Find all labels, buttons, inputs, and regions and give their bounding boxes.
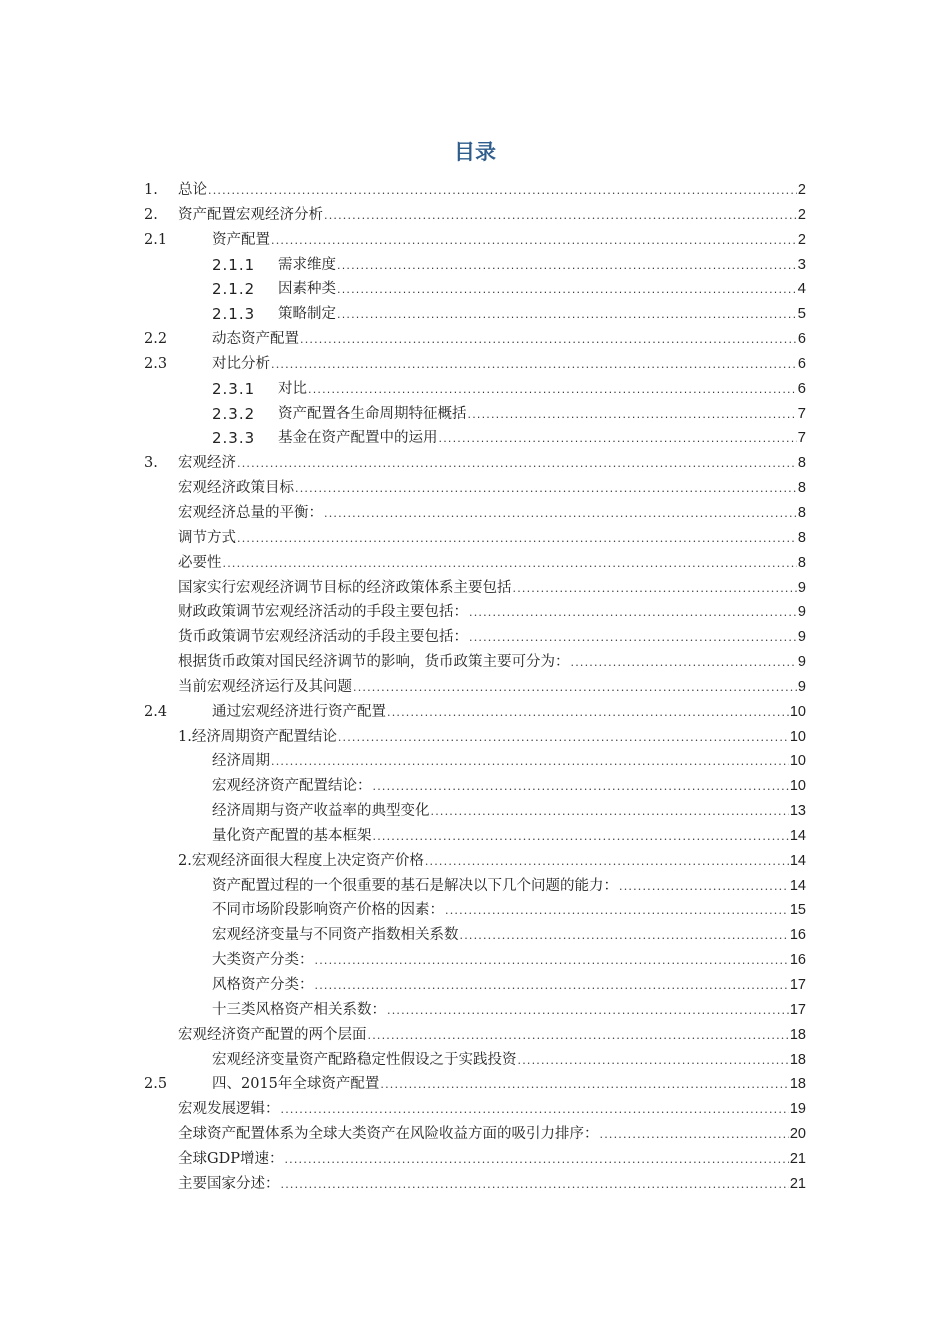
toc-entry-page[interactable]: 17 — [789, 1001, 806, 1018]
toc-entry[interactable] — [144, 501, 806, 526]
dot-leader — [425, 850, 789, 875]
toc-entry-page[interactable]: 14 — [789, 852, 806, 869]
dot-leader — [431, 800, 789, 825]
toc-entry-label[interactable]: 全球GDP增速： — [178, 1150, 284, 1167]
toc-entry-page[interactable]: 18 — [789, 1076, 806, 1093]
toc-entry-label[interactable]: 宏观经济资产配置的两个层面 — [178, 1026, 367, 1043]
toc-entry-label[interactable]: 主要国家分述： — [178, 1175, 280, 1192]
dot-leader — [337, 303, 797, 328]
toc-entry-label[interactable]: 必要性 — [178, 554, 222, 571]
toc-entry[interactable] — [144, 253, 806, 278]
toc-entry-page[interactable]: 20 — [789, 1126, 806, 1143]
dot-leader — [387, 999, 789, 1024]
toc-entry-page[interactable]: 14 — [789, 877, 806, 894]
toc-entry-page[interactable]: 21 — [789, 1150, 806, 1167]
toc-entry-number: 2.3 — [144, 355, 168, 372]
toc-entry-page[interactable]: 10 — [789, 753, 806, 770]
toc-entry-page[interactable]: 10 — [789, 778, 806, 795]
toc-entry-page[interactable]: 8 — [797, 504, 806, 521]
toc-entry[interactable] — [144, 451, 806, 476]
toc-entry[interactable] — [144, 1147, 806, 1172]
toc-entry[interactable] — [144, 600, 806, 625]
toc-entry-page[interactable]: 9 — [797, 604, 806, 621]
toc-entry-number: 3. — [144, 455, 158, 472]
toc-entry-label[interactable]: 资产配置宏观经济分析 — [178, 206, 323, 223]
toc-entry-label[interactable]: 因素种类 — [278, 281, 336, 298]
toc-entry[interactable] — [144, 725, 806, 750]
toc-entry[interactable] — [144, 898, 806, 923]
dot-leader — [300, 328, 797, 353]
dot-leader — [337, 254, 797, 279]
toc-entry[interactable] — [144, 774, 806, 799]
dot-leader — [308, 378, 797, 403]
toc-entry-label[interactable]: 需求维度 — [278, 256, 336, 273]
toc-entry[interactable] — [144, 998, 806, 1023]
toc-entry-label[interactable]: 资产配置各生命周期特征概括 — [278, 405, 467, 422]
dot-leader — [338, 726, 789, 751]
toc-entry-label[interactable]: 资产配置过程的一个很重要的基石是解决以下几个问题的能力： — [212, 877, 618, 894]
toc-entry[interactable] — [144, 327, 806, 352]
toc-entry-number: 2.3.2 — [212, 404, 256, 423]
toc-entry-number: 2.3.1 — [212, 379, 256, 398]
dot-leader — [271, 750, 789, 775]
toc-entry[interactable] — [144, 1072, 806, 1097]
toc-entry-number: 2.1.2 — [212, 280, 256, 299]
dot-leader — [353, 676, 797, 701]
toc-entry-number: 2.3.3 — [212, 429, 256, 448]
dot-leader — [469, 601, 797, 626]
toc-entry-page[interactable]: 17 — [789, 977, 806, 993]
toc-entry-page[interactable]: 16 — [789, 952, 806, 969]
toc-entry-label[interactable]: 2.宏观经济面很大程度上决定资产价格 — [178, 852, 424, 869]
toc-entry-label[interactable]: 宏观经济 — [178, 455, 236, 472]
toc-entry-label[interactable]: 动态资产配置 — [212, 331, 299, 348]
toc-entry-label[interactable]: 1.经济周期资产配置结论 — [178, 728, 337, 745]
toc-entry-label[interactable]: 全球资产配置体系为全球大类资产在风险收益方面的吸引力排序： — [178, 1126, 599, 1143]
toc-entry-label[interactable]: 宏观经济变量资产配路稳定性假设之于实践投资 — [212, 1051, 517, 1068]
toc-entry[interactable] — [144, 178, 806, 203]
dot-leader — [387, 701, 789, 726]
toc-entry-page[interactable]: 7 — [797, 429, 806, 447]
dot-leader — [284, 1148, 788, 1173]
dot-leader — [281, 1173, 789, 1198]
toc-entry[interactable] — [144, 923, 806, 948]
toc-entry[interactable] — [144, 1023, 806, 1048]
toc-entry-label[interactable]: 宏观经济政策目标 — [178, 480, 294, 497]
toc-entry-label[interactable]: 国家实行宏观经济调节目标的经济政策体系主要包括 — [178, 579, 512, 596]
toc-entry[interactable] — [144, 402, 806, 427]
toc-entry-page[interactable]: 14 — [789, 827, 806, 844]
toc-entry-number: 2.1 — [144, 231, 168, 248]
toc-entry[interactable] — [144, 228, 806, 253]
dot-leader — [271, 353, 797, 378]
toc-entry[interactable] — [144, 277, 806, 302]
toc-entry-page[interactable]: 2 — [797, 231, 806, 248]
toc-entry-label[interactable]: 风格资产分类： — [212, 977, 314, 993]
toc-entry-page[interactable]: 19 — [789, 1101, 806, 1118]
dot-leader — [445, 899, 789, 924]
toc-entry-page[interactable]: 18 — [789, 1026, 806, 1043]
toc-entry-page[interactable]: 16 — [789, 927, 806, 944]
toc-entry-page[interactable]: 2 — [797, 182, 806, 198]
toc-entry-page[interactable]: 15 — [789, 902, 806, 919]
toc-entry-label[interactable]: 根据货币政策对国民经济调节的影响，货币政策主要可分为： — [178, 654, 570, 671]
toc-entry-page[interactable]: 10 — [789, 703, 806, 720]
toc-entry-page[interactable]: 8 — [797, 480, 806, 497]
toc-entry[interactable] — [144, 799, 806, 824]
toc-entry-number: 2.4 — [144, 703, 168, 720]
toc-entry-label[interactable]: 量化资产配置的基本框架 — [212, 827, 372, 844]
toc-entry[interactable] — [144, 426, 806, 451]
toc-entry[interactable] — [144, 377, 806, 402]
dot-leader — [315, 974, 789, 999]
toc-entry[interactable] — [144, 874, 806, 899]
toc-entry-label[interactable]: 十三类风格资产相关系数： — [212, 1001, 386, 1018]
toc-entry-page[interactable]: 8 — [797, 529, 806, 546]
dot-leader — [295, 477, 797, 502]
toc-entry-page[interactable]: 9 — [797, 654, 806, 671]
dot-leader — [281, 1098, 789, 1123]
toc-entry-label[interactable]: 货币政策调节宏观经济活动的手段主要包括： — [178, 629, 468, 646]
toc-entry-label[interactable]: 财政政策调节宏观经济活动的手段主要包括： — [178, 604, 468, 621]
toc-entry-label[interactable]: 经济周期 — [212, 753, 270, 770]
toc-entry-page[interactable]: 18 — [789, 1051, 806, 1068]
toc-entry-page[interactable]: 8 — [797, 554, 806, 571]
toc-entry[interactable] — [144, 476, 806, 501]
toc-entry-label[interactable]: 对比 — [278, 380, 307, 397]
dot-leader — [619, 875, 789, 900]
dot-leader — [518, 1049, 789, 1074]
toc-entry-label[interactable]: 四、2015年全球资产配置 — [212, 1076, 380, 1093]
toc-entry[interactable] — [144, 948, 806, 973]
toc-entry-page[interactable]: 6 — [797, 379, 806, 397]
toc-entry-page[interactable]: 2 — [797, 206, 806, 223]
toc-entry[interactable] — [144, 551, 806, 576]
toc-entry-page[interactable]: 10 — [789, 728, 806, 745]
toc-entry-number: 2.2 — [144, 331, 168, 348]
dot-leader — [460, 924, 789, 949]
toc-entry[interactable] — [144, 700, 806, 725]
toc-entry-label[interactable]: 大类资产分类： — [212, 952, 314, 969]
toc-entry-page[interactable]: 9 — [797, 579, 806, 596]
dot-leader — [600, 1123, 789, 1148]
toc-title: 目录 — [454, 140, 496, 164]
toc-entry-page[interactable]: 8 — [797, 455, 806, 472]
toc-entry[interactable] — [144, 1172, 806, 1197]
toc-entry[interactable] — [144, 849, 806, 874]
toc-entry-label[interactable]: 对比分析 — [212, 355, 270, 372]
table-of-contents — [144, 178, 806, 1197]
toc-entry[interactable] — [144, 625, 806, 650]
toc-entry-page[interactable]: 4 — [797, 280, 806, 298]
toc-entry-label[interactable]: 当前宏观经济运行及其问题 — [178, 678, 352, 695]
toc-entry-number: 2.1.1 — [212, 255, 256, 274]
toc-entry-label[interactable]: 宏观经济资产配置结论： — [212, 778, 372, 795]
toc-entry-label[interactable]: 资产配置 — [212, 231, 270, 248]
toc-entry-page[interactable]: 9 — [797, 678, 806, 695]
toc-entry[interactable] — [144, 203, 806, 228]
dot-leader — [513, 577, 797, 602]
toc-entry-page[interactable]: 5 — [797, 305, 806, 323]
toc-entry[interactable] — [144, 1122, 806, 1147]
toc-entry[interactable] — [144, 675, 806, 700]
dot-leader — [208, 179, 797, 204]
toc-entry-label[interactable]: 不同市场阶段影响资产价格的因素： — [212, 902, 444, 919]
dot-leader — [271, 229, 797, 254]
toc-entry[interactable] — [144, 749, 806, 774]
dot-leader — [324, 204, 797, 229]
dot-leader — [223, 552, 797, 577]
toc-entry[interactable] — [144, 526, 806, 551]
dot-leader — [373, 825, 789, 850]
dot-leader — [237, 452, 797, 477]
toc-entry[interactable] — [144, 1048, 806, 1073]
toc-entry[interactable] — [144, 302, 806, 327]
dot-leader — [469, 626, 797, 651]
toc-entry-label[interactable]: 宏观经济变量与不同资产指数相关系数 — [212, 927, 459, 944]
toc-entry-number: 2.5 — [144, 1076, 168, 1093]
dot-leader — [237, 527, 797, 552]
toc-entry-number: 2.1.3 — [212, 305, 256, 324]
toc-entry-label[interactable]: 宏观发展逻辑： — [178, 1101, 280, 1118]
toc-entry-label[interactable]: 调节方式 — [178, 529, 236, 546]
toc-entry-number: 1. — [144, 182, 158, 198]
dot-leader — [324, 502, 797, 527]
toc-entry[interactable] — [144, 1097, 806, 1122]
toc-entry-label[interactable]: 基金在资产配置中的运用 — [278, 430, 438, 447]
toc-entry[interactable] — [144, 824, 806, 849]
toc-entry[interactable] — [144, 352, 806, 377]
dot-leader — [571, 651, 797, 676]
toc-entry-label[interactable]: 总论 — [178, 182, 207, 198]
toc-entry-page[interactable]: 21 — [789, 1175, 806, 1192]
toc-entry-label[interactable]: 经济周期与资产收益率的典型变化 — [212, 803, 430, 820]
dot-leader — [315, 949, 789, 974]
toc-entry-page[interactable]: 6 — [797, 355, 806, 372]
toc-entry-page[interactable]: 6 — [797, 331, 806, 348]
toc-entry[interactable] — [144, 576, 806, 601]
toc-entry-label[interactable]: 策略制定 — [278, 306, 336, 323]
toc-entry-page[interactable]: 9 — [797, 629, 806, 646]
toc-entry-page[interactable]: 3 — [797, 255, 806, 273]
dot-leader — [368, 1024, 789, 1049]
dot-leader — [380, 1073, 788, 1098]
dot-leader — [439, 427, 797, 452]
toc-entry-label[interactable]: 宏观经济总量的平衡： — [178, 504, 323, 521]
toc-entry[interactable] — [144, 973, 806, 998]
toc-entry[interactable] — [144, 650, 806, 675]
toc-entry-page[interactable]: 13 — [789, 803, 806, 820]
toc-entry-number: 2. — [144, 206, 158, 223]
dot-leader — [373, 775, 789, 800]
dot-leader — [468, 403, 797, 428]
toc-entry-label[interactable]: 通过宏观经济进行资产配置 — [212, 703, 386, 720]
toc-entry-page[interactable]: 7 — [797, 404, 806, 422]
dot-leader — [337, 278, 797, 303]
